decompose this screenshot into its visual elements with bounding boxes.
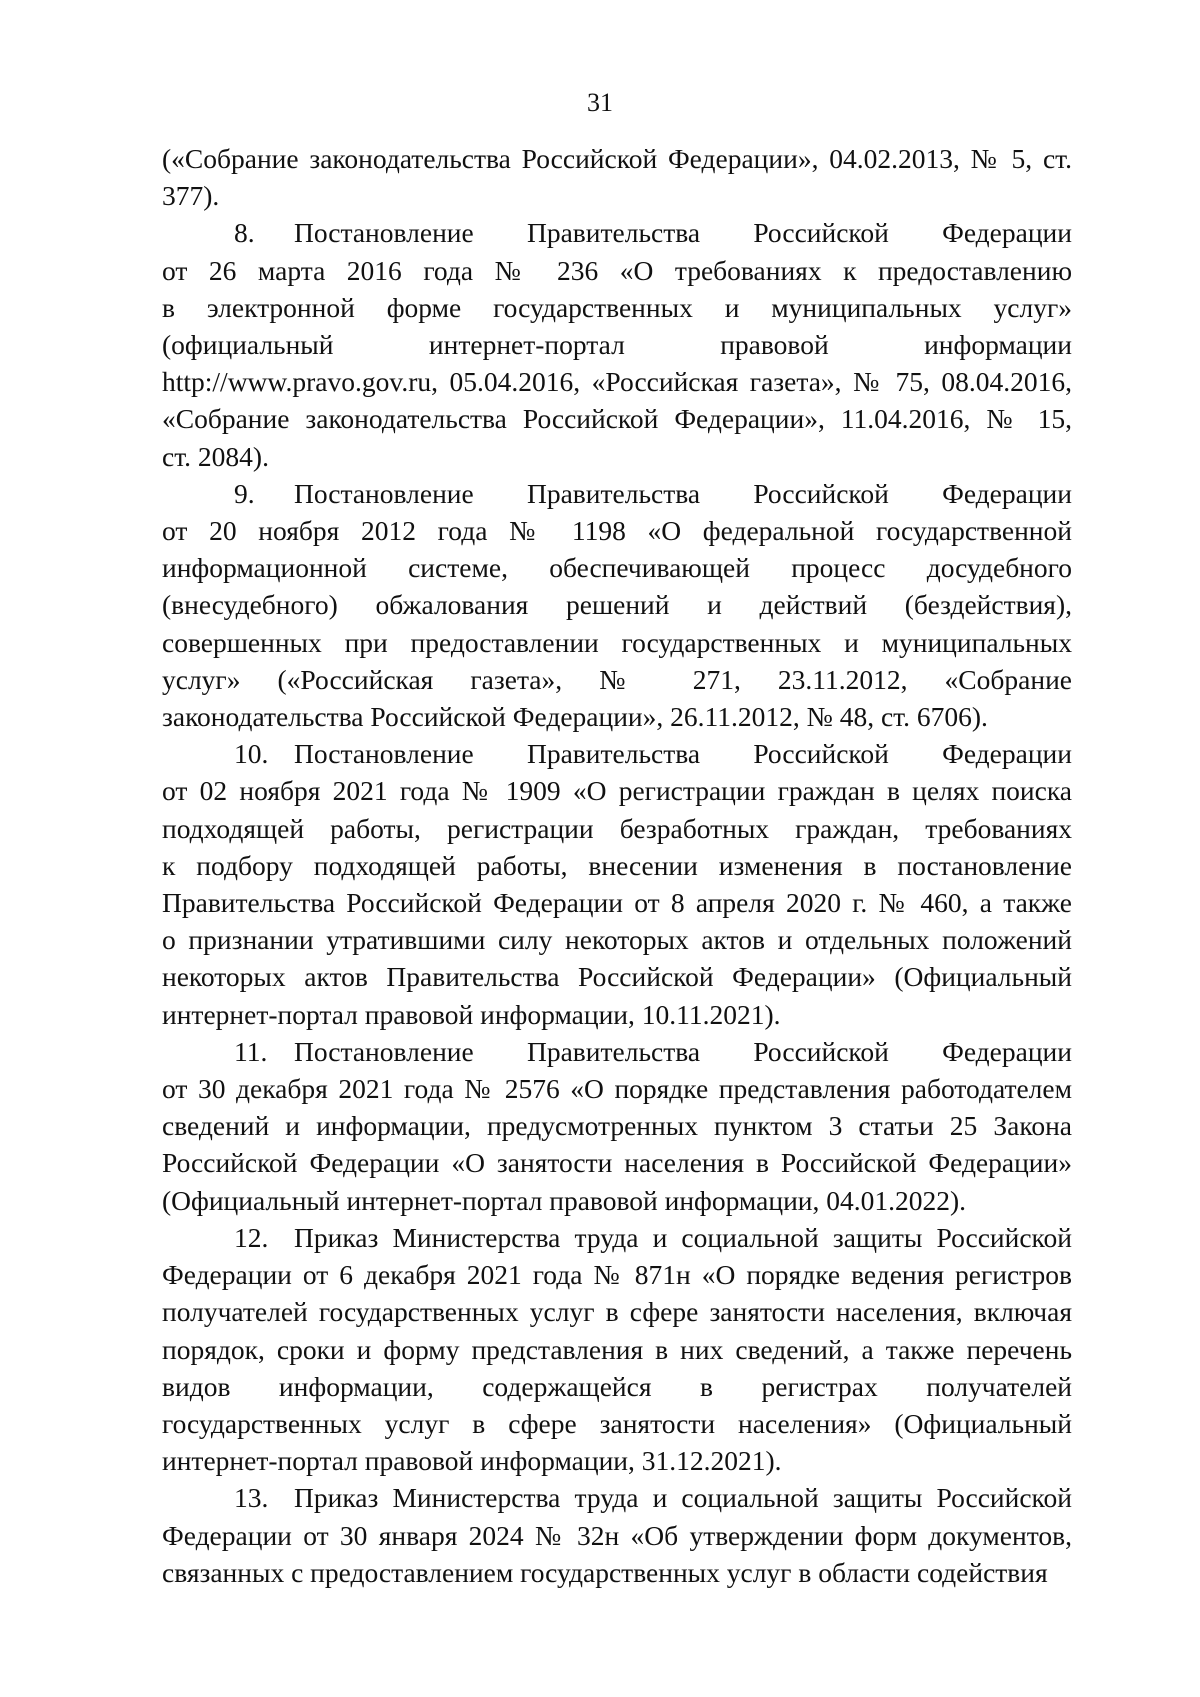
text-line: получателей государственных услуг в сфере занятости населения, включая: [162, 1296, 1072, 1328]
text-line: («Собрание законодательства Российской Федерации», 04.02.2013, № 5, ст.: [162, 143, 1072, 174]
text-line: порядок, сроки и форму представления в них сведений, а также перечень: [162, 1333, 1072, 1365]
line-text: Постановление Правительства Российской Федерации: [294, 738, 1072, 770]
text-line: http://www.pravo.gov.ru, 05.04.2016, «Российская газета», № 75, 08.04.2016,: [162, 366, 1072, 398]
text-line: интернет-портал правовой информации, 10.11.2021).: [162, 998, 781, 1030]
text-line: от 26 марта 2016 года № 236 «О требованиях к предоставлению: [162, 254, 1072, 286]
line-text: Приказ Министерства труда и социальной защиты Российской: [294, 1482, 1072, 1514]
item-number: 10.: [234, 738, 269, 770]
line-text: Постановление Правительства Российской Федерации: [294, 217, 1072, 249]
text-line: законодательства Российской Федерации», 26.11.2012, № 48, ст. 6706).: [162, 701, 988, 733]
paragraph-p9: [162, 475, 1072, 735]
text-line: [162, 214, 1072, 251]
text-line: государственных услуг в сфере занятости населения» (Официальный: [162, 1407, 1072, 1439]
text-line: интернет-портал правовой информации, 31.12.2021).: [162, 1445, 782, 1477]
item-number: 13.: [234, 1482, 269, 1514]
text-line: информационной системе, обеспечивающей процесс досудебного: [162, 552, 1072, 584]
text-line: некоторых актов Правительства Российской Федерации» (Официальный: [162, 961, 1072, 993]
text-line: видов информации, содержащейся в регистрах получателей: [162, 1370, 1072, 1402]
text-line: от 30 декабря 2021 года № 2576 «О порядке представления работодателем: [162, 1073, 1072, 1105]
paragraph-p7-tail: [162, 140, 1072, 214]
text-line: Российской Федерации «О занятости населения в Российской Федерации»: [162, 1147, 1072, 1179]
line-text: Приказ Министерства труда и социальной защиты Российской: [294, 1221, 1072, 1253]
text-line: в электронной форме государственных и муниципальных услуг»: [162, 291, 1072, 323]
document-body: [162, 140, 1072, 1591]
line-text: Постановление Правительства Российской Федерации: [294, 477, 1072, 509]
item-number: 8.: [234, 217, 255, 249]
paragraph-p10: [162, 735, 1072, 1033]
text-line: Федерации от 30 января 2024 № 32н «Об утверждении форм документов,: [162, 1519, 1072, 1551]
text-line: сведений и информации, предусмотренных пунктом 3 статьи 25 Закона: [162, 1110, 1072, 1142]
text-line: Федерации от 6 декабря 2021 года № 871н «О порядке ведения регистров: [162, 1259, 1072, 1291]
text-line: подходящей работы, регистрации безработных граждан, требованиях: [162, 812, 1072, 844]
text-line: (официальный интернет-портал правовой информации: [162, 329, 1072, 361]
text-line: связанных с предоставлением государственных услуг в области содействия: [162, 1556, 1048, 1588]
text-line: к подбору подходящей работы, внесении изменения в постановление: [162, 849, 1072, 881]
text-line: о признании утратившими силу некоторых актов и отдельных положений: [162, 924, 1072, 956]
text-line: от 20 ноября 2012 года № 1198 «О федеральной государственной: [162, 515, 1072, 547]
text-line: [162, 1033, 1072, 1070]
item-number: 12.: [234, 1221, 269, 1253]
text-line: совершенных при предоставлении государственных и муниципальных: [162, 626, 1072, 658]
paragraph-p13: [162, 1479, 1072, 1591]
text-line: [162, 475, 1072, 512]
paragraph-p12: [162, 1219, 1072, 1479]
text-line: «Собрание законодательства Российской Федерации», 11.04.2016, № 15,: [162, 403, 1072, 435]
text-line: услуг» («Российская газета», № 271, 23.11.2012, «Собрание: [162, 663, 1072, 695]
text-line: (внесудебного) обжалования решений и действий (бездействия),: [162, 589, 1072, 621]
paragraph-p11: [162, 1033, 1072, 1219]
text-line: [162, 735, 1072, 772]
text-line: (Официальный интернет-портал правовой информации, 04.01.2022).: [162, 1184, 967, 1216]
paragraph-p8: [162, 214, 1072, 474]
text-line: Правительства Российской Федерации от 8 апреля 2020 г. № 460, а также: [162, 887, 1072, 919]
item-number: 11.: [234, 1035, 268, 1067]
text-line: [162, 1219, 1072, 1256]
text-line: [162, 1479, 1072, 1516]
text-line: от 02 ноября 2021 года № 1909 «О регистрации граждан в целях поиска: [162, 775, 1072, 807]
page-number: 31: [587, 88, 613, 117]
item-number: 9.: [234, 477, 255, 509]
text-line: 377).: [162, 180, 220, 212]
text-line: ст. 2084).: [162, 440, 269, 472]
line-text: Постановление Правительства Российской Федерации: [294, 1035, 1072, 1067]
